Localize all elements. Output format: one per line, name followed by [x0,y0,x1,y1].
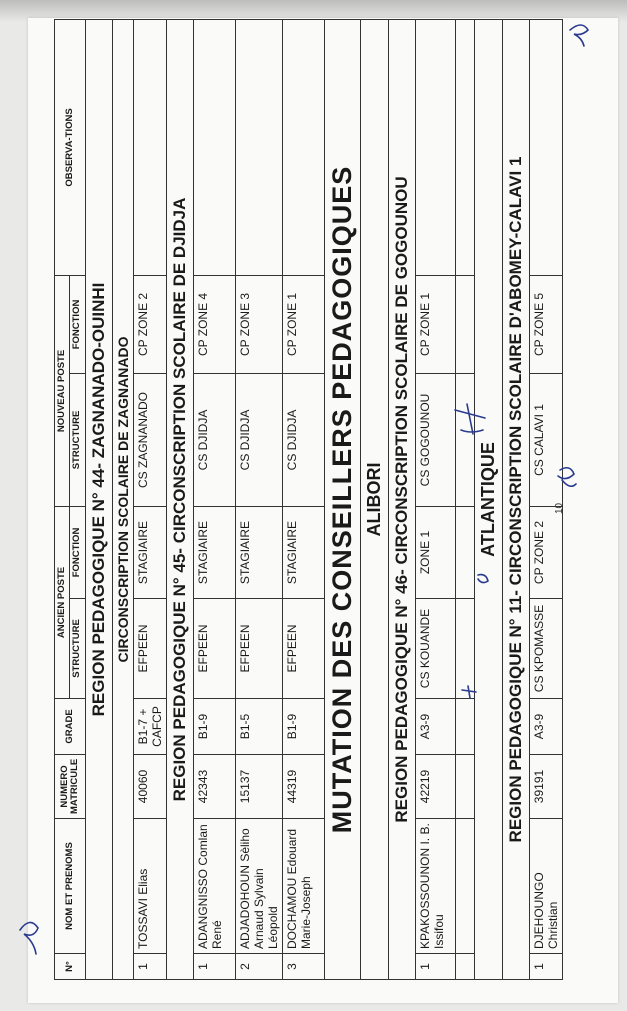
cell-nouveau-structure: CS DJIDJA [193,373,235,506]
cell-nouveau-structure: CS CALAVI 1 [529,373,562,506]
cell-matricule: 42219 [415,755,455,819]
cell-nouveau-structure: CS DJIDJA [235,373,282,506]
header-nouveau-fonction: FONCTION [70,275,85,373]
header-num: N° [55,954,86,980]
header-observations: OBSERVA-TIONS [55,19,86,275]
table-row [282,19,324,979]
header-name: NOM ET PRENOMS [55,819,86,954]
table-row [133,19,166,979]
cell-ancien-structure: EFPEEN [282,599,324,699]
cell-nouveau-fonction: CP ZONE 1 [415,275,455,373]
cell-nouveau-fonction: CP ZONE 5 [529,275,562,373]
section-r46: REGION PEDAGOGIQUE N° 46- CIRCONSCRIPTION SCOLAIRE DE GOGOUNOU [388,19,415,979]
cell-ancien-structure: EFPEEN [235,599,282,699]
header-matricule: NUMERO MATRICULE [55,755,86,819]
cell-nouveau-structure: CS GOGOUNOU [415,373,455,506]
cell-grade: B1-9 [282,699,324,755]
cell-observations [235,19,282,275]
header-grade: GRADE [55,699,86,755]
cell-nouveau-fonction: CP ZONE 1 [282,275,324,373]
empty-row [455,19,474,979]
cell-name: ADJADOHOUN Sèliho Arnaud Sylvain Léopold [235,819,282,954]
cell-nouveau-fonction: CP ZONE 4 [193,275,235,373]
cell-num: 1 [193,954,235,980]
cell-name: ADANGNISSO Comlan René [193,819,235,954]
cell-observations [133,19,166,275]
header-row-1 [55,19,70,979]
cell-grade: B1-5 [235,699,282,755]
header-ancien-structure: STRUCTURE [70,599,85,699]
cell-name: DJEHOUNGO Christian [529,819,562,954]
table-row [529,19,562,979]
cell-num: 1 [415,954,455,980]
mutation-table [54,19,563,980]
section-alibori: ALIBORI [360,19,388,979]
section-cs-zagnanado: CIRCONSCRIPTION SCOLAIRE DE ZAGNANADO [112,19,133,979]
cell-grade: A3-9 [415,699,455,755]
cell-nouveau-fonction: CP ZONE 3 [235,275,282,373]
header-ancien-fonction: FONCTION [70,506,85,598]
section-mutation-title: MUTATION DES CONSEILLERS PEDAGOGIQUES [324,19,360,979]
cell-ancien-structure: EFPEEN [193,599,235,699]
cell-num: 1 [529,954,562,980]
header-ancien-poste: ANCIEN POSTE [55,506,70,698]
cell-grade: A3-9 [529,699,562,755]
cell-ancien-fonction: STAGIAIRE [133,506,166,598]
cell-matricule: 44319 [282,755,324,819]
table-row [415,19,455,979]
section-r11: REGION PEDAGOGIQUE N° 11- CIRCONSCRIPTION SCOLAIRE D'ABOMEY-CALAVI 1 [502,19,529,979]
cell-ancien-structure: CS KOUANDE [415,599,455,699]
cell-ancien-fonction: ZONE 1 [415,506,455,598]
table-row [235,19,282,979]
cell-nouveau-structure: CS ZAGNANADO [133,373,166,506]
page-number: 10 [554,502,565,514]
header-nouveau-structure: STRUCTURE [70,373,85,506]
cell-matricule: 40060 [133,755,166,819]
cell-name: DOCHAMOU Edouard Marie-Joseph [282,819,324,954]
cell-observations [415,19,455,275]
cell-observations [193,19,235,275]
cell-name: KPAKOSSOUNON I. B. Issifou [415,819,455,954]
cell-grade: B1-7 + CAFCP [133,699,166,755]
cell-num: 1 [133,954,166,980]
cell-name: TOSSAVI Elias [133,819,166,954]
cell-nouveau-structure: CS DJIDJA [282,373,324,506]
cell-matricule: 15137 [235,755,282,819]
rotated-page-content [54,20,574,980]
table-row [193,19,235,979]
cell-ancien-fonction: STAGIAIRE [193,506,235,598]
cell-matricule: 42343 [193,755,235,819]
header-nouveau-poste: NOUVEAU POSTE [55,275,70,506]
cell-num: 3 [282,954,324,980]
cell-num: 2 [235,954,282,980]
cell-nouveau-fonction: CP ZONE 2 [133,275,166,373]
cell-ancien-fonction: STAGIAIRE [235,506,282,598]
cell-observations [282,19,324,275]
cell-observations [529,19,562,275]
section-r44: REGION PEDAGOGIQUE N° 44- ZAGNANADO-OUINHI [85,19,112,979]
cell-grade: B1-9 [193,699,235,755]
cell-ancien-structure: EFPEEN [133,599,166,699]
section-atlantique: ATLANTIQUE [474,19,502,979]
cell-matricule: 39191 [529,755,562,819]
cell-ancien-structure: CS KPOMASSE [529,599,562,699]
cell-ancien-fonction: STAGIAIRE [282,506,324,598]
section-r45: REGION PEDAGOGIQUE N° 45- CIRCONSCRIPTION SCOLAIRE DE DJIDJA [166,19,193,979]
cell-ancien-fonction: CP ZONE 2 [529,506,562,598]
